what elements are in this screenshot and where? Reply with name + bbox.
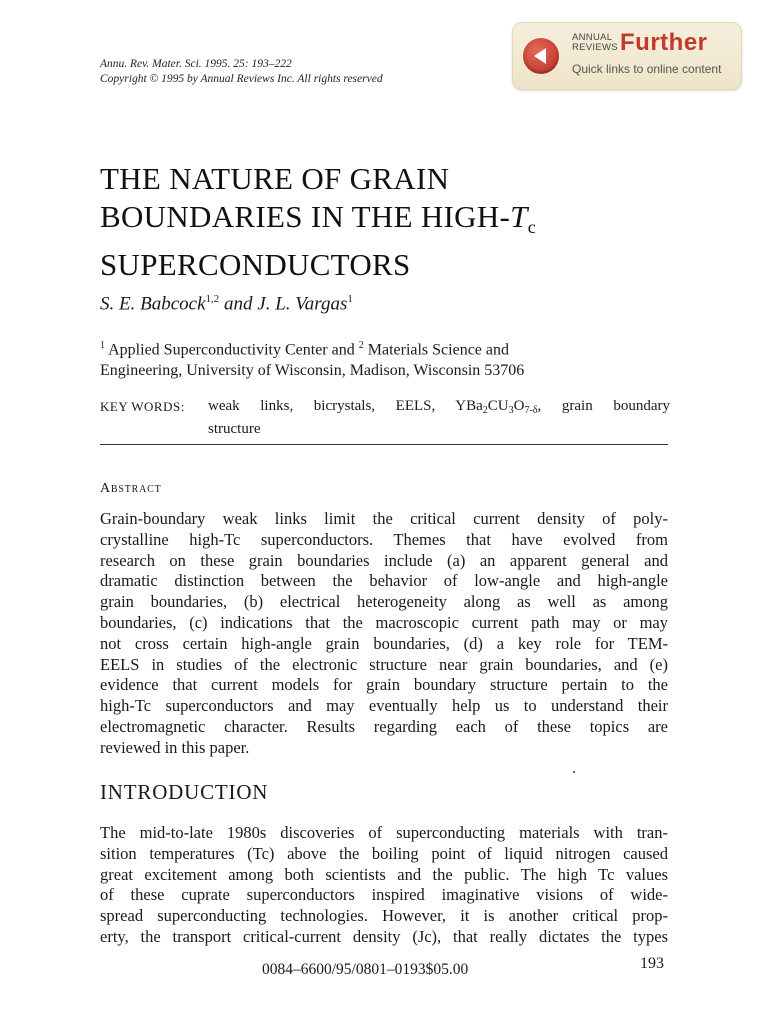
- abstract-line: grain boundaries, (b) electrical heterogeneity along as well as among: [100, 592, 668, 612]
- intro-line: of these cuprate superconductors inspired imaginative visions of wide-: [100, 885, 668, 905]
- intro-line: spread superconducting technologies. However, it is another critical prop-: [100, 906, 668, 926]
- affiliation-line-1: $^1$ Applied Superconductivity Center and $^2$ Materials Science and: [100, 340, 510, 359]
- stray-mark: [573, 771, 575, 773]
- article-code: 0084–6600/95/0801–0193$05.00: [262, 961, 469, 978]
- introduction-heading: INTRODUCTION: [100, 780, 269, 804]
- intro-line: great excitement among both scientists and the public. The high Tc values: [100, 864, 668, 884]
- abstract-line: boundaries, (c) indications that the macroscopic current path may or may: [100, 612, 668, 632]
- abstract-line: evidence that current models for grain boundary structure pertain to the: [100, 675, 668, 695]
- abstract-line: EELS in studies of the electronic structure near grain boundaries, and (e): [100, 654, 668, 674]
- citation-line-1: Annu. Rev. Mater. Sci. 1995. 25: 193–222: [100, 58, 292, 70]
- authors: S. E. Babcock$^{1,2}$ and J. L. Vargas$^1$: [100, 293, 353, 315]
- section-divider: [100, 444, 668, 445]
- abstract-line: Grain-boundary weak links limit the critical current density of poly-: [100, 509, 668, 528]
- introduction-body: [100, 823, 668, 948]
- article-title: [100, 160, 536, 284]
- abstract-line: research on these grain boundaries include (a) an apparent general and: [100, 550, 668, 570]
- intro-line: erty, the transport critical-current density (Jc), that really dictates the types: [100, 926, 668, 946]
- back-arrow-icon: [523, 38, 559, 74]
- title-line-3: SUPERCONDUCTORS: [100, 247, 411, 282]
- page-number: 193: [640, 955, 664, 972]
- affiliation-line-2: Engineering, University of Wisconsin, Madison, Wisconsin 53706: [100, 362, 525, 380]
- keywords-list: weak links, bicrystals, EELS, $YBa_2CU_3O_{7-\delta}$, grain boundary structure: [208, 398, 670, 437]
- affiliation: [100, 335, 680, 381]
- abstract-line: dramatic distinction between the behavior of low-angle and high-angle: [100, 571, 668, 591]
- intro-line: The mid-to-late 1980s discoveries of superconducting materials with tran-: [100, 823, 668, 842]
- annual-reviews-wordmark: ANNUAL REVIEWS: [572, 32, 618, 53]
- further-links-badge[interactable]: [512, 22, 742, 90]
- keywords-label: KEY WORDS:: [100, 399, 185, 414]
- further-sublabel: Quick links to online content: [572, 62, 722, 76]
- abstract-line: electromagnetic character. Results regarding each of these topics are: [100, 716, 668, 736]
- abstract-line: not cross certain high-angle grain boundaries, (d) a key role for TEM-: [100, 633, 668, 653]
- title-line-2: BOUNDARIES IN THE HIGH-$T_c$: [100, 199, 537, 237]
- intro-line: sition temperatures (Tc) above the boiling point of liquid nitrogen caused: [100, 843, 668, 863]
- citation-line-2: Copyright © 1995 by Annual Reviews Inc. All rights reserved: [100, 73, 383, 85]
- further-label: Further: [620, 29, 708, 56]
- abstract-line: high-Tc superconductors and may eventually help us to understand their: [100, 696, 668, 716]
- abstract-heading: Abstract: [100, 481, 162, 496]
- abstract-body: [100, 509, 668, 759]
- abstract-line: reviewed in this paper.: [100, 737, 250, 757]
- journal-citation: [100, 57, 383, 87]
- abstract-line: crystalline high-Tc superconductors. Themes that have evolved from: [100, 529, 668, 549]
- title-line-1: THE NATURE OF GRAIN: [100, 161, 450, 196]
